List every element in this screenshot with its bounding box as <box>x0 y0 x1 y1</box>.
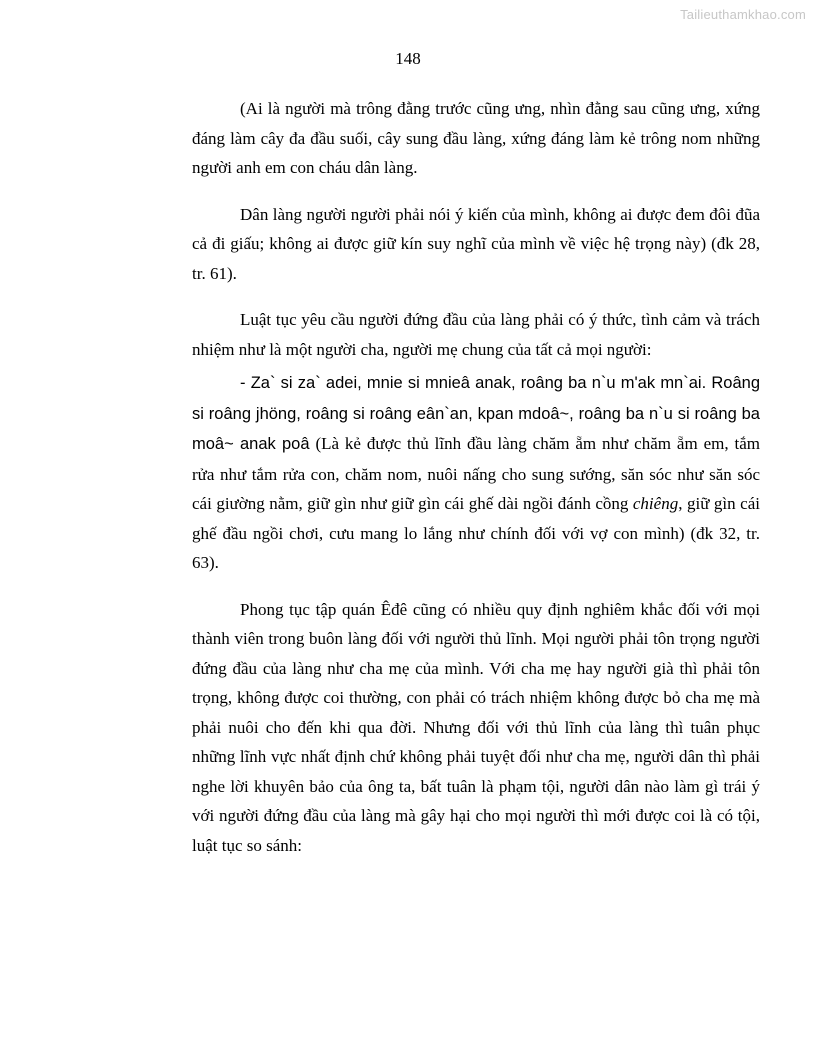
translation-after: , giữ gìn cái ghế đầu ngồi chơi, cưu mang lo lắng như chính đối với vợ con mình) (đk 32, tr. 63). <box>192 494 760 572</box>
watermark: Tailieuthamkhao.com <box>680 7 806 22</box>
ede-quote: - Za` si za` adei, mnie si mnieâ anak, roâng ba n`u m'ak mn`ai. Roâng si roâng jhöng, roâng si roâng eân`an, kpan mdoâ~, roâng ba n`u si roâng ba moâ~ anak poâ <box>192 374 760 453</box>
paragraph-3: Luật tục yêu cầu người đứng đầu của làng phải có ý thức, tình cảm và trách nhiệm như là một người cha, người mẹ chung của tất cả mọi người: <box>192 310 760 359</box>
paragraph-2: Dân làng người người phải nói ý kiến của mình, không ai được đem đôi đũa cả đi giấu; không ai được giữ kín suy nghĩ của mình về việc hệ trọng này) (đk 28, tr. 61). <box>192 204 760 283</box>
paragraph-5: Phong tục tập quán Êđê cũng có nhiều quy định nghiêm khắc đối với mọi thành viên trong buôn làng đối với người thủ lĩnh. Mọi người phải tôn trọng người đứng đầu của làng như cha mẹ của mình. Với cha mẹ hay người già thì phải tôn trọng, không được coi thường, con phải có trách nhiệm không được bỏ cha mẹ mà phải nuôi cho đến khi qua đời. Nhưng đối với thủ lĩnh của làng thì tuân phục những lĩnh vực nhất định chứ không phải tuyệt đối như cha mẹ, người dân thì phải nghe lời khuyên bảo của ông ta, bất tuân là phạm tội, người dân nào làm gì trái ý với người đứng đầu của làng mà gây hại cho mọi người thì mới được coi là có tội, luật tục so sánh: <box>192 599 760 855</box>
paragraph-1: (Ai là người mà trông đằng trước cũng ưng, nhìn đằng sau cũng ưng, xứng đáng làm cây đa đầu suối, cây sung đầu làng, xứng đáng làm kẻ trông nom những người anh em con cháu dân làng. <box>192 99 760 177</box>
page-number: 148 <box>395 49 421 68</box>
paragraph-4 <box>192 368 760 578</box>
translation-before: (Là kẻ được thủ lĩnh đầu làng chăm ẵm như chăm ẵm em, tắm rửa như tắm rửa con, chăm nom, nuôi nấng cho sung sướng, săn sóc như săn sóc cái giường nằm, giữ gìn như giữ gìn cái ghế dài ngồi đánh cồng <box>192 434 760 513</box>
translation-italic-term: chiêng <box>632 494 679 513</box>
page-body <box>192 94 760 877</box>
